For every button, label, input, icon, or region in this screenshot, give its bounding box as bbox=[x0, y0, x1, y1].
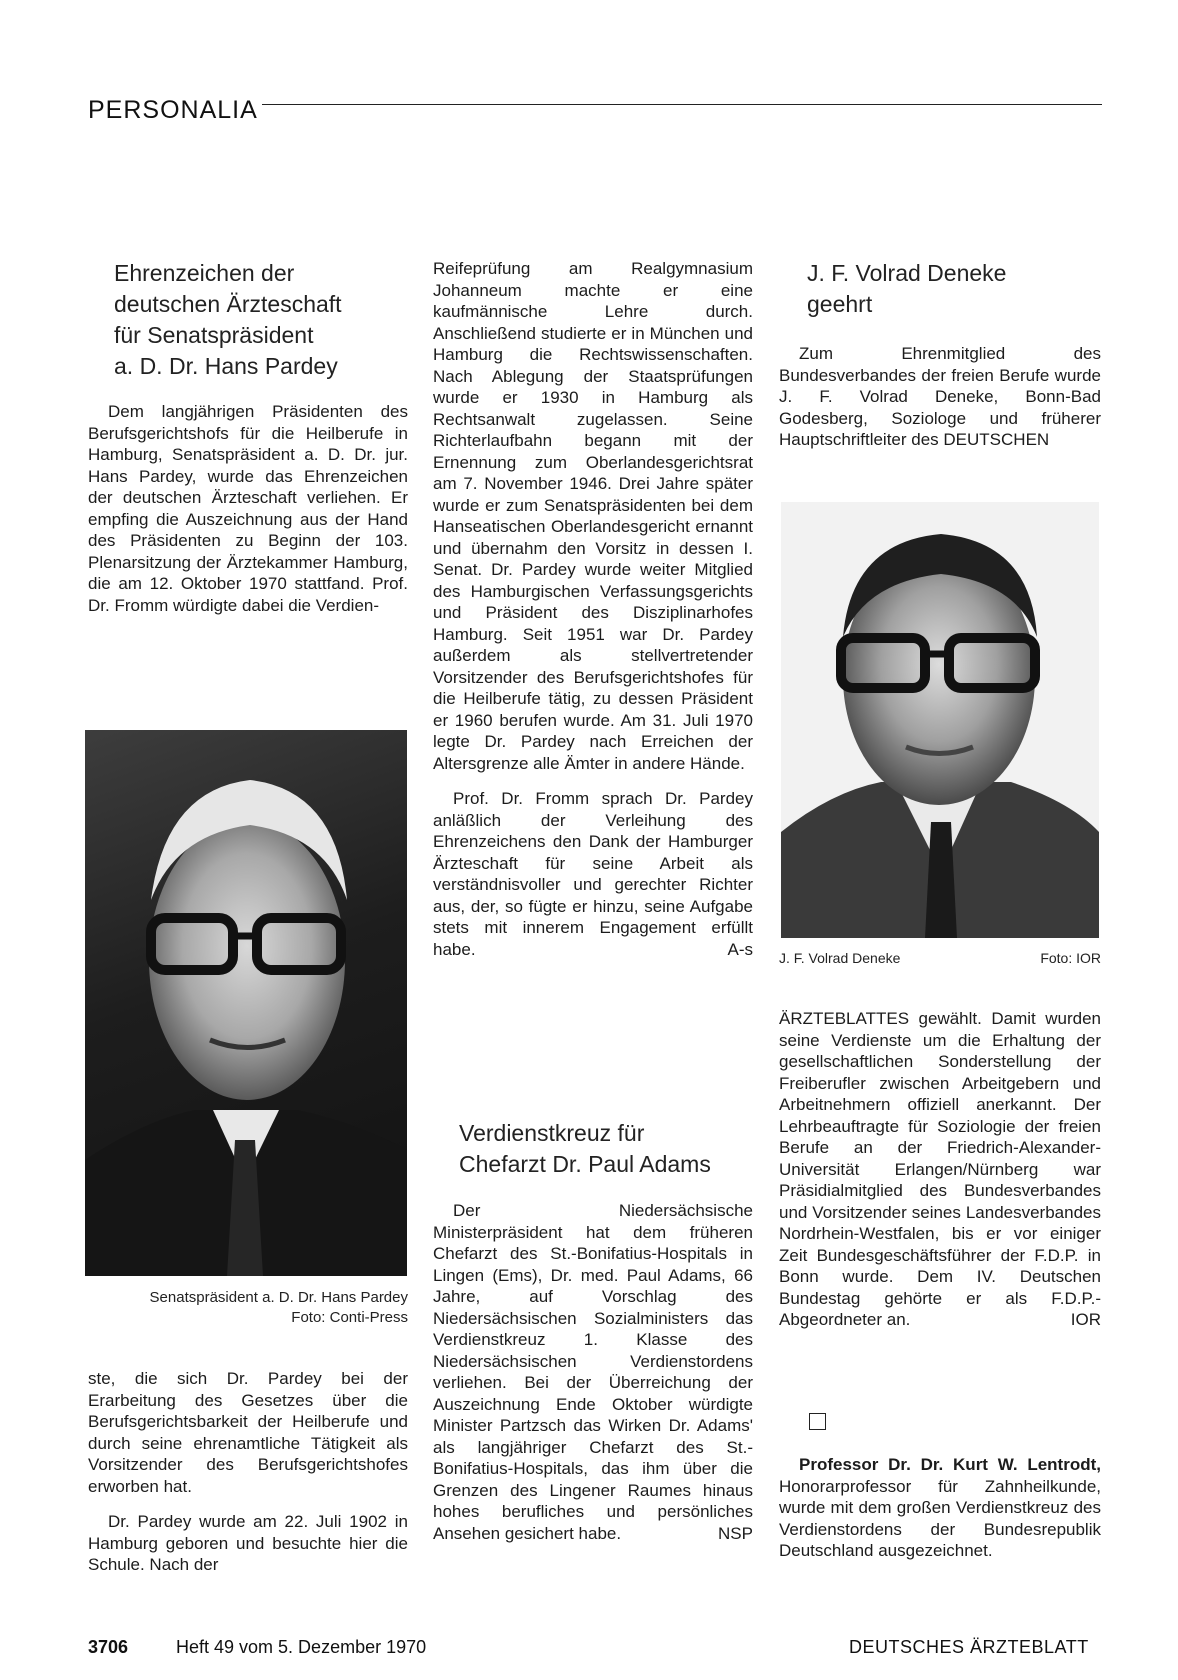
section-label: PERSONALIA bbox=[88, 96, 258, 124]
headline-line: deutschen Ärzteschaft bbox=[114, 291, 342, 317]
lentrodt-name: Professor Dr. Dr. Kurt W. Lentrodt, bbox=[799, 1455, 1101, 1474]
article-deneke-headline bbox=[779, 258, 1101, 320]
article-adams-signature: NSP bbox=[718, 1523, 753, 1543]
article-adams-headline bbox=[433, 1118, 753, 1180]
headline-line: J. F. Volrad Deneke bbox=[807, 260, 1007, 286]
lentrodt-text: Honorarprofessor für Zahnheilkunde, wurde mit dem großen Verdienstkreuz des Verdienstordens der Bundesrepublik Deutschland ausgezeichnet. bbox=[779, 1476, 1101, 1560]
article-pardey-col2 bbox=[433, 258, 753, 960]
headline-line: a. D. Dr. Hans Pardey bbox=[114, 353, 338, 379]
article-pardey-paragraph-2: Dr. Pardey wurde am 22. Juli 1902 in Hamburg geboren und besuchte hier die Schule. Nach der bbox=[88, 1512, 408, 1574]
article-pardey-intro bbox=[88, 401, 408, 616]
caption-credit: Foto: Conti-Press bbox=[291, 1309, 408, 1326]
headline-line: Ehrenzeichen der bbox=[114, 260, 295, 286]
article-pardey-paragraph-3: Prof. Dr. Fromm sprach Dr. Pardey anläßlich der Verleihung des Ehrenzeichens den Dank der Hamburger Ärzteschaft für seine Arbeit als verständnisvoller und gerechter Richter aus, der, so fügte er hinzu, seine Aufgabe stets mit innerem Engagement erfüllt habe. bbox=[433, 789, 753, 959]
headline-line: Verdienstkreuz für bbox=[459, 1120, 645, 1146]
headline-line: Chefarzt Dr. Paul Adams bbox=[459, 1151, 711, 1177]
article-deneke-paragraph-1-cont: ÄRZTEBLATTES gewählt. Damit wurden seine Verdienste um die Erhaltung der gesellschaftlichen Sonderstellung der Freiberufler zwischen Arbeitgebern und Arbeitnehmern offiziell anerkannt. Der Lehrbeauftragte für Soziologie der freien Berufe an der Friedrich-Alexander-Universität Erlangen/Nürnberg war Präsidialmitglied des Bundesverbandes und Vorsitzender seines Landesverbandes Nordrhein-Westfalen, bis er vor einiger Zeit Bundesgeschäftsführer der F.D.P. in Bonn wurde. Dem IV. Deutschen Bundestag gehörte er als F.D.P.-Abgeordneter an. bbox=[779, 1009, 1101, 1329]
photo-pardey bbox=[85, 730, 407, 1276]
photo-deneke-caption bbox=[779, 948, 1101, 968]
article-pardey-headline bbox=[88, 258, 408, 382]
caption-name: Senatspräsident a. D. Dr. Hans Pardey bbox=[149, 1289, 408, 1306]
article-deneke-intro bbox=[779, 343, 1101, 451]
headline-line: geehrt bbox=[807, 291, 873, 317]
headline-line: für Senatspräsident bbox=[114, 322, 314, 348]
article-deneke-paragraph-1: Zum Ehrenmitglied des Bundesverbandes der freien Berufe wurde J. F. Volrad Deneke, Bonn-Bad Godesberg, Soziologe und früherer Hauptschriftleiter des DEUTSCHEN bbox=[779, 344, 1101, 449]
article-deneke-continued bbox=[779, 1008, 1101, 1331]
photo-pardey-caption bbox=[88, 1288, 408, 1328]
article-lentrodt bbox=[779, 1454, 1101, 1562]
article-pardey-paragraph-1: Dem langjährigen Präsidenten des Berufsgerichtshofs für die Heilberufe in Hamburg, Senatspräsident a. D. Dr. jur. Hans Pardey, wurde das Ehrenzeichen der deutschen Ärzteschaft verliehen. Er empfing die Auszeichnung aus der Hand des Präsidenten zu Beginn der 103. Plenarsitzung der Ärztekammer Hamburg, die am 12. Oktober 1970 stattfand. Prof. Dr. Fromm würdigte dabei die Verdien- bbox=[88, 402, 408, 615]
article-adams-header bbox=[433, 1118, 753, 1180]
article-deneke-header bbox=[779, 258, 1101, 320]
journal-name: DEUTSCHES ÄRZTEBLATT bbox=[849, 1637, 1089, 1657]
article-deneke-signature: IOR bbox=[1070, 1310, 1101, 1329]
article-pardey-paragraph-2-cont: Reifeprüfung am Realgymnasium Johanneum machte er eine kaufmännische Lehre durch. Anschließend studierte er in München und Hamburg die Rechtswissenschaften. Nach Ablegung der Staatsprüfungen wurde er 1930 in Hamburg als Rechtsanwalt zugelassen. Seine Richterlaufbahn begann mit der Ernennung zum Oberlandesgerichtsrat am 7. November 1946. Drei Jahre später wurde er zum Senatspräsidenten bei dem Hanseatischen Oberlandesgericht ernannt und übernahm den Vorsitz in dessen I. Senat. Dr. Pardey wurde weiter Mitglied des Hamburgischen Verfassungsgerichts und Präsident des Disziplinarhofes Hamburg. Seit 1951 war Dr. Pardey außerdem als stellvertretender Vorsitzender des Berufsgerichtshofes für die Heilberufe tätig, zu dessen Präsident er 1960 berufen wurde. Am 31. Juli 1970 legte Dr. Pardey nach Erreichen der Altersgrenze alle Ämter in andere Hände. bbox=[433, 259, 753, 773]
article-adams-paragraph-1: Der Niedersächsische Ministerpräsident hat dem früheren Chefarzt des St.-Bonifatius-Hospitals in Lingen (Ems), Dr. med. Paul Adams, 66 Jahre, auf Vorschlag des Niedersächsischen Sozialministers das Verdienstkreuz 1. Klasse des Niedersächsischen Verdienstordens verliehen. Bei der Überreichung der Auszeichnung Ende Oktober würdigte Minister Partzsch das Wirken Dr. Adams' als langjähriger Chefarzt des St.-Bonifatius-Hospitals, das ihm über die Grenzen des Lingener Raumes hinaus hohes berufliches und persönliches Ansehen gesichert habe. bbox=[433, 1201, 753, 1543]
end-of-article-icon bbox=[809, 1413, 826, 1430]
article-adams-body bbox=[433, 1200, 753, 1544]
article-pardey-header bbox=[88, 258, 408, 382]
header-rule bbox=[262, 104, 1102, 105]
article-pardey-continued bbox=[88, 1368, 408, 1576]
photo-deneke bbox=[781, 502, 1099, 938]
caption-credit: Foto: IOR bbox=[1040, 950, 1101, 966]
page-number: 3706 bbox=[88, 1637, 129, 1657]
caption-name: J. F. Volrad Deneke bbox=[779, 950, 901, 966]
article-pardey-paragraph-1-cont: ste, die sich Dr. Pardey bei der Erarbeitung des Gesetzes über die Berufsgerichtsbarkeit der Heilberufe und durch seine ehrenamtliche Tätigkeit als Vorsitzender des Berufsgerichtshofes erworben hat. bbox=[88, 1369, 408, 1496]
issue-info: Heft 49 vom 5. Dezember 1970 bbox=[176, 1637, 427, 1657]
article-pardey-signature: A-s bbox=[727, 939, 753, 959]
